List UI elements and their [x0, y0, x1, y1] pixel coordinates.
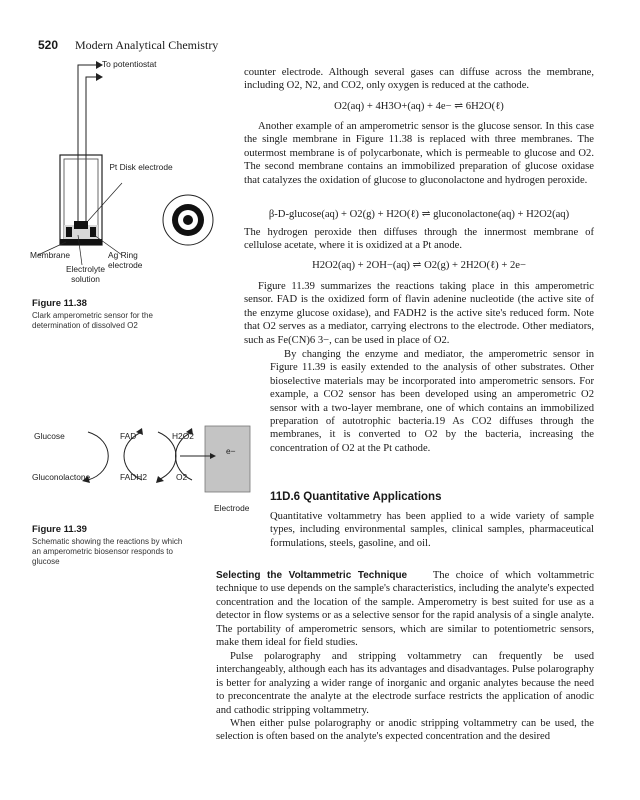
section-heading: 11D.6 Quantitative Applications	[270, 491, 442, 503]
equation-3: H2O2(aq) + 2OH−(aq) ⇌ O2(g) + 2H2O(ℓ) + 2e−	[312, 260, 526, 271]
label-fadh2: FADH2	[120, 472, 147, 482]
arrow-icon	[96, 73, 103, 81]
potentiostat-wire-2	[86, 77, 96, 223]
label-membrane: Membrane	[30, 250, 71, 260]
label-electron: e−	[226, 446, 236, 456]
membrane	[60, 239, 102, 245]
runin-heading: Selecting the Voltammetric Technique	[216, 570, 408, 581]
pt-disk-electrode	[74, 221, 88, 229]
figure-11-39-caption-text: Schematic showing the reactions by which an amperometric biosensor responds to glucose	[32, 537, 183, 566]
equation-2: β-D-glucose(aq) + O2(g) + H2O(ℓ) ⇌ gluconolactone(aq) + H2O2(aq)	[268, 209, 570, 220]
paragraph-2: Another example of an amperometric sensor is the glucose sensor. In this case the single membrane in Figure 11.38 is replaced with three membranes. The outermost membrane is of polycarbonate, which is permeable to glucose and O2. The second membrane contains an immobilized preparation of glucose oxidase that catalyzes the oxidation of glucose to gluconolactone and hydrogen peroxide.	[244, 121, 594, 186]
leader-pt-disk	[88, 183, 122, 221]
figure-11-39-caption-title: Figure 11.39	[32, 524, 87, 535]
paragraph-9: When either pulse polarography or anodic stripping voltammetry can be used, the selection is often based on the analyte's expected concentration and the desired	[216, 718, 594, 743]
label-gluconolactone: Gluconolactone	[32, 472, 91, 482]
running-title: Modern Analytical Chemistry	[75, 38, 219, 52]
label-ag-ring: Ag Ring electrode	[108, 250, 143, 270]
page-number: 520	[38, 38, 59, 52]
paragraph-5: By changing the enzyme and mediator, the amperometric sensor in Figure 11.39 is easily extended to the analysis of other substrates. Other bioselective materials may be incorporated into amperometric sensors. For example, a CO2 sensor has been developed using an amperometric O2 sensor with a two-layer membrane, one of which contains an immobilized preparation of autotrophic bacteria.19 As CO2 diffuses through the membranes, it is converted to O2 by the bacteria, increasing the concentration of O2 at the Pt cathode.	[270, 349, 594, 454]
paragraph-6: Quantitative voltammetry has been applied to a wide variety of sample types, including environmental samples, clinical samples, pharmaceutical formulations, steels, gasoline, and oil.	[270, 511, 594, 549]
label-glucose: Glucose	[34, 431, 65, 441]
figure-11-38-caption-text: Clark amperometric sensor for the determination of dissolved O2	[32, 311, 153, 330]
label-fad: FAD	[120, 431, 137, 441]
label-h2o2: H2O2	[172, 431, 194, 441]
label-o2: O2	[176, 472, 188, 482]
label-electrode: Electrode	[214, 503, 250, 513]
pt-disk-end-view	[183, 215, 193, 225]
paragraph-7-text: The choice of which voltammetric technique to use depends on the sample's characteristics, including the analyte's expected concentration and the location of the sample. Amperometry is best suited for use as a detector in flow systems or as a selective sensor for the rapid analysis of a single analyte. The portability of amperometric sensors, which are similar to potentiometric sensors, make them ideal for field studies.	[216, 570, 594, 649]
paragraph-7	[216, 569, 594, 649]
label-electrolyte: Electrolyte solution	[65, 264, 106, 284]
equation-1: O2(aq) + 4H3O+(aq) + 4e− ⇌ 6H2O(ℓ)	[334, 101, 504, 112]
label-to-potentiostat: To potentiostat	[102, 59, 157, 69]
electrode-block	[205, 426, 250, 492]
potentiostat-wire-1	[78, 65, 96, 223]
figure-11-38-caption-title: Figure 11.38	[32, 298, 87, 309]
paragraph-1: counter electrode. Although several gases can diffuse across the membrane, including O2, N2, and CO2, only oxygen is reduced at the cathode.	[244, 67, 594, 92]
paragraph-4: Figure 11.39 summarizes the reactions taking place in this amperometric sensor. FAD is the oxidized form of flavin adenine nucleotide (the active site of the enzyme glucose oxidase), and FADH2 is the active site's reduced form. Note that O2 serves as a mediator, carrying electrons to the electrode. Other mediators, such as Fe(CN)6 3−, can be used in place of O2.	[244, 281, 594, 346]
paragraph-3: The hydrogen peroxide then diffuses through the innermost membrane of cellulose acetate, where it is oxidized at a Pt anode.	[244, 227, 594, 252]
paragraph-8: Pulse polarography and stripping voltammetry can frequently be used interchangeably, although each has its advantages and disadvantages. Pulse polarography is better for analyzing a wider range of inorganic and organic analytes because the need to preconcentrate the analyte at the electrode surface restricts the application of anodic and cathodic stripping voltammetry.	[216, 651, 594, 716]
arc-glucose	[88, 432, 108, 480]
ag-ring-left	[66, 227, 72, 237]
label-pt-disk: Pt Disk electrode	[109, 162, 173, 172]
